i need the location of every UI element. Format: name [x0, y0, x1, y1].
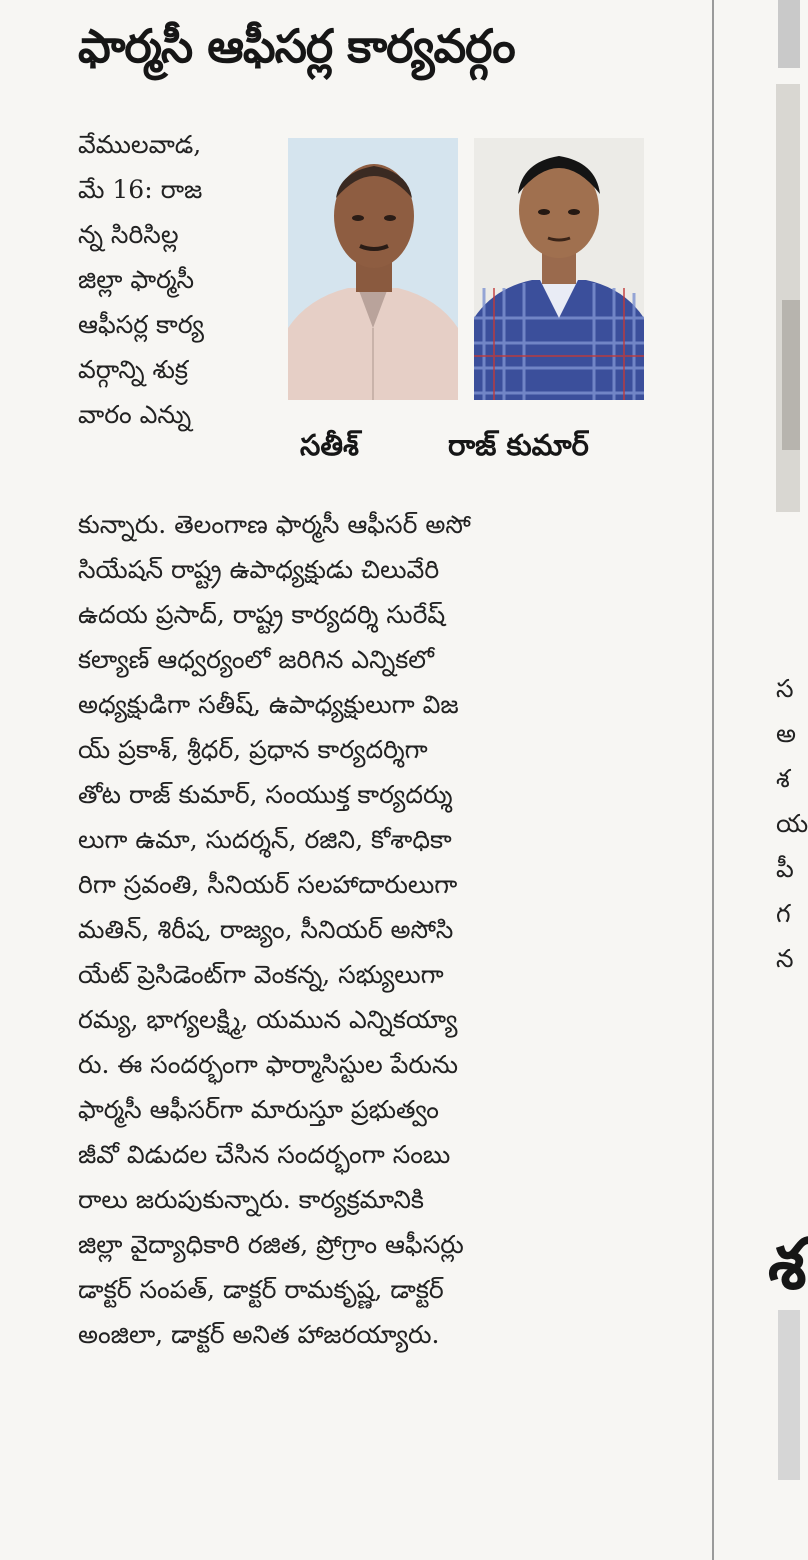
body-line: యేట్ ప్రెసిడెంట్‌గా వెంకన్న, సభ్యులుగా — [78, 960, 444, 989]
neighbor-gray-box — [778, 1310, 800, 1480]
neighbor-headline-glyph: శ — [768, 1223, 807, 1305]
intro-line: న్న సిరిసిల్ల — [78, 220, 179, 249]
intro-line: వర్గాన్ని శుక్ర — [78, 355, 188, 384]
neighbor-photo-detail — [782, 300, 800, 450]
body-line: ఉదయ ప్రసాద్, రాష్ట్ర కార్యదర్శి సురేష్ — [78, 600, 446, 629]
body-line: రమ్య, భాగ్యలక్ష్మి, యమున ఎన్నికయ్యా — [78, 1005, 458, 1034]
neighbor-line-start: శ — [776, 764, 790, 793]
body-line: అంజిలా, డాక్టర్ అనిత హాజరయ్యారు. — [78, 1320, 440, 1349]
column-divider — [712, 0, 714, 1560]
neighbor-text — [776, 666, 806, 981]
photo-caption-satish: సతీశ్ — [300, 428, 359, 462]
body-line: డాక్టర్ సంపత్, డాక్టర్ రామకృష్ణ, డాక్టర్ — [78, 1275, 444, 1304]
body-line: జిల్లా వైద్యాధికారి రజిత, ప్రోగ్రాం ఆఫీసర్లు — [78, 1230, 464, 1259]
portrait-satish-image — [288, 138, 458, 400]
body-line: రాలు జరుపుకున్నారు. కార్యక్రమానికి — [78, 1185, 424, 1214]
article-headline: ఫార్మసీ ఆఫీసర్ల కార్యవర్గం — [78, 19, 515, 73]
body-line: లుగా ఉమా, సుదర్శన్, రజిని, కోశాధికా — [78, 825, 452, 854]
intro-line: మే 16: రాజ — [78, 175, 203, 204]
body-line: తోట రాజ్ కుమార్, సంయుక్త కార్యదర్శు — [78, 780, 453, 809]
body-line: కల్యాణ్ ఆధ్వర్యంలో జరిగిన ఎన్నికలో — [78, 645, 435, 674]
neighbor-line-start: న — [776, 944, 794, 973]
body-line: రు. ఈ సందర్భంగా ఫార్మాసిస్టుల పేరును — [78, 1050, 459, 1079]
photo-caption-raj-kumar: రాజ్ కుమార్ — [448, 428, 589, 462]
body-line: అధ్యక్షుడిగా సతీష్, ఉపాధ్యక్షులుగా విజ — [78, 690, 459, 719]
portrait-raj-kumar-image — [474, 138, 644, 400]
body-line: య్ ప్రకాశ్, శ్రీధర్, ప్రధాన కార్యదర్శిగా — [78, 735, 428, 764]
neighbor-line-start: గ — [776, 899, 791, 928]
body-line: ఫార్మసీ ఆఫీసర్‌గా మారుస్తూ ప్రభుత్వం — [78, 1095, 439, 1124]
neighbor-column — [716, 0, 808, 1560]
photo-raj-kumar — [474, 138, 644, 400]
intro-line: ఆఫీసర్ల కార్య — [78, 310, 204, 339]
body-line: రిగా స్రవంతి, సీనియర్ సలహాదారులుగా — [78, 870, 458, 899]
intro-line: వారం ఎన్ను — [78, 400, 192, 429]
neighbor-line-start: పీ — [776, 854, 794, 883]
photo-satish — [288, 138, 458, 400]
neighbor-line-start: అ — [776, 719, 797, 748]
intro-line: వేములవాడ, — [78, 130, 202, 159]
body-line: మతిన్, శిరీష, రాజ్యం, సీనియర్ అసోసి — [78, 915, 454, 944]
body-line: సియేషన్ రాష్ట్ర ఉపాధ్యక్షుడు చిలువేరి — [78, 555, 440, 584]
body-line: కున్నారు. తెలంగాణ ఫార్మసీ ఆఫీసర్ అసో — [78, 510, 471, 539]
article-body — [78, 502, 668, 1357]
neighbor-line-start: య — [776, 809, 808, 838]
body-line: జీవో విడుదల చేసిన సందర్భంగా సంబు — [78, 1140, 451, 1169]
article-intro — [78, 122, 278, 437]
intro-line: జిల్లా ఫార్మసీ — [78, 265, 195, 294]
neighbor-line-start: స — [776, 674, 794, 703]
neighbor-gray-block — [778, 0, 800, 68]
